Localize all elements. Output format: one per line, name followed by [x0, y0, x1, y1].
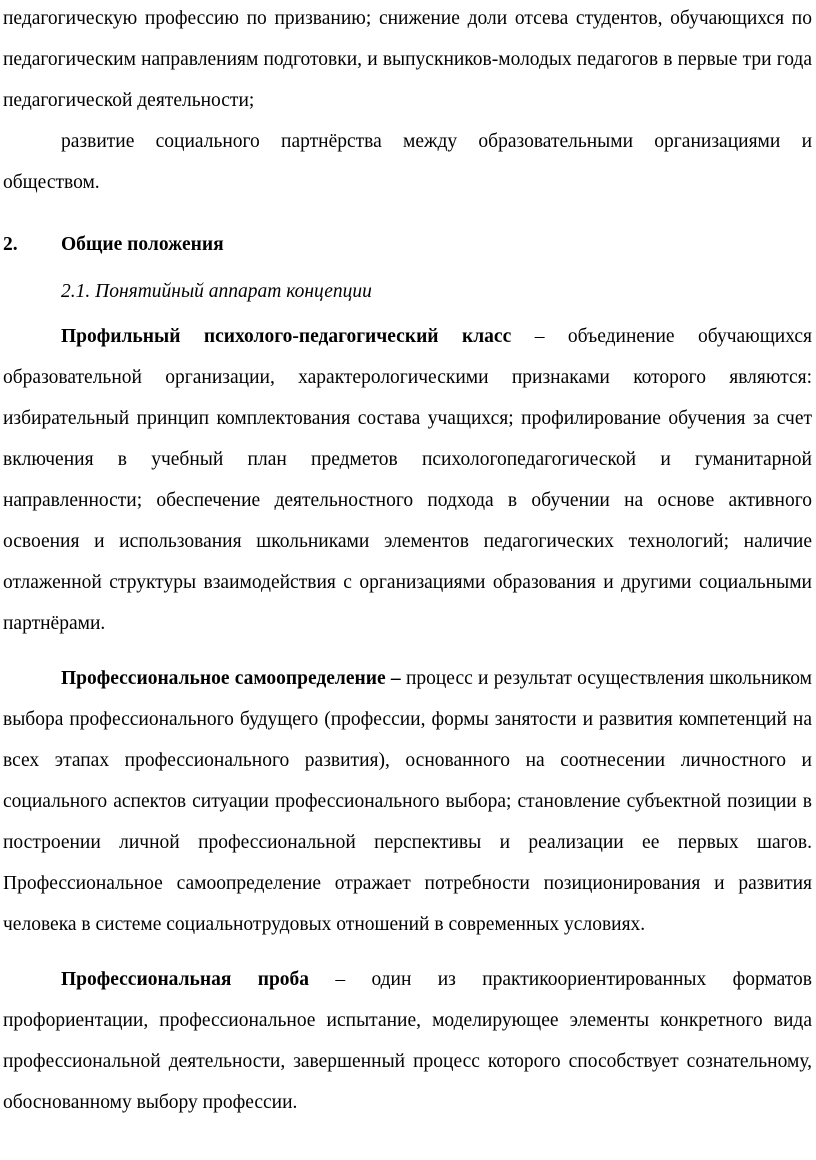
definition-text: – один из практикоориентированных форматов профориентации, профессиональное испытание, моделирующее элементы конкретного вида профессиональной деятельности, завершенный процесс которого способствует сознательному, обоснованному выбору профессии. [3, 969, 812, 1113]
definition-text: процесс и результат осуществления школьником выбора профессионального будущего (профессии, формы занятости и развития компетенций на всех этапах профессионального развития), основанного на соотнесении личностного и социального аспектов ситуации профессионального выбора; становление субъектной позиции в построении личной профессиональной перспективы и реализации ее первых шагов. Профессиональное самоопределение отражает потребности позиционирования и развития человека в системе социальнотрудовых отношений в современных условиях. [3, 668, 812, 935]
paragraph-partnership: развитие социального партнёрства между образовательными организациями и обществом. [3, 131, 812, 193]
definition-term: Профильный психолого-педагогический класс [61, 326, 512, 347]
paragraph-continuation: педагогическую профессию по призванию; снижение доли отсева студентов, обучающихся по педагогическим направлениям подготовки, и выпускников-молодых педагогов в первые три года педагогической деятельности; [3, 8, 812, 111]
definition-professional-trial [3, 959, 812, 1123]
definition-term: Профессиональная проба [61, 969, 310, 990]
definition-term: Профессиональное самоопределение – [61, 668, 401, 689]
definition-profile-class [3, 316, 812, 644]
definition-text: – объединение обучающихся образовательной организации, характерологическими признаками которого являются: избирательный принцип комплектования состава учащихся; профилирование обучения за счет включения в учебный план предметов психологопедагогической и гуманитарной направленности; обеспечение деятельностного подхода в обучении на основе активного освоения и использования школьниками элементов педагогических технологий; наличие отлаженной структуры взаимодействия с организациями образования и другими социальными партнёрами. [3, 326, 813, 634]
section-number: 2. [3, 234, 18, 255]
section-title: Общие положения [61, 234, 224, 255]
section-heading [3, 224, 812, 265]
subsection-heading: 2.1. Понятийный аппарат концепции [61, 281, 372, 302]
definition-self-determination [3, 658, 812, 945]
